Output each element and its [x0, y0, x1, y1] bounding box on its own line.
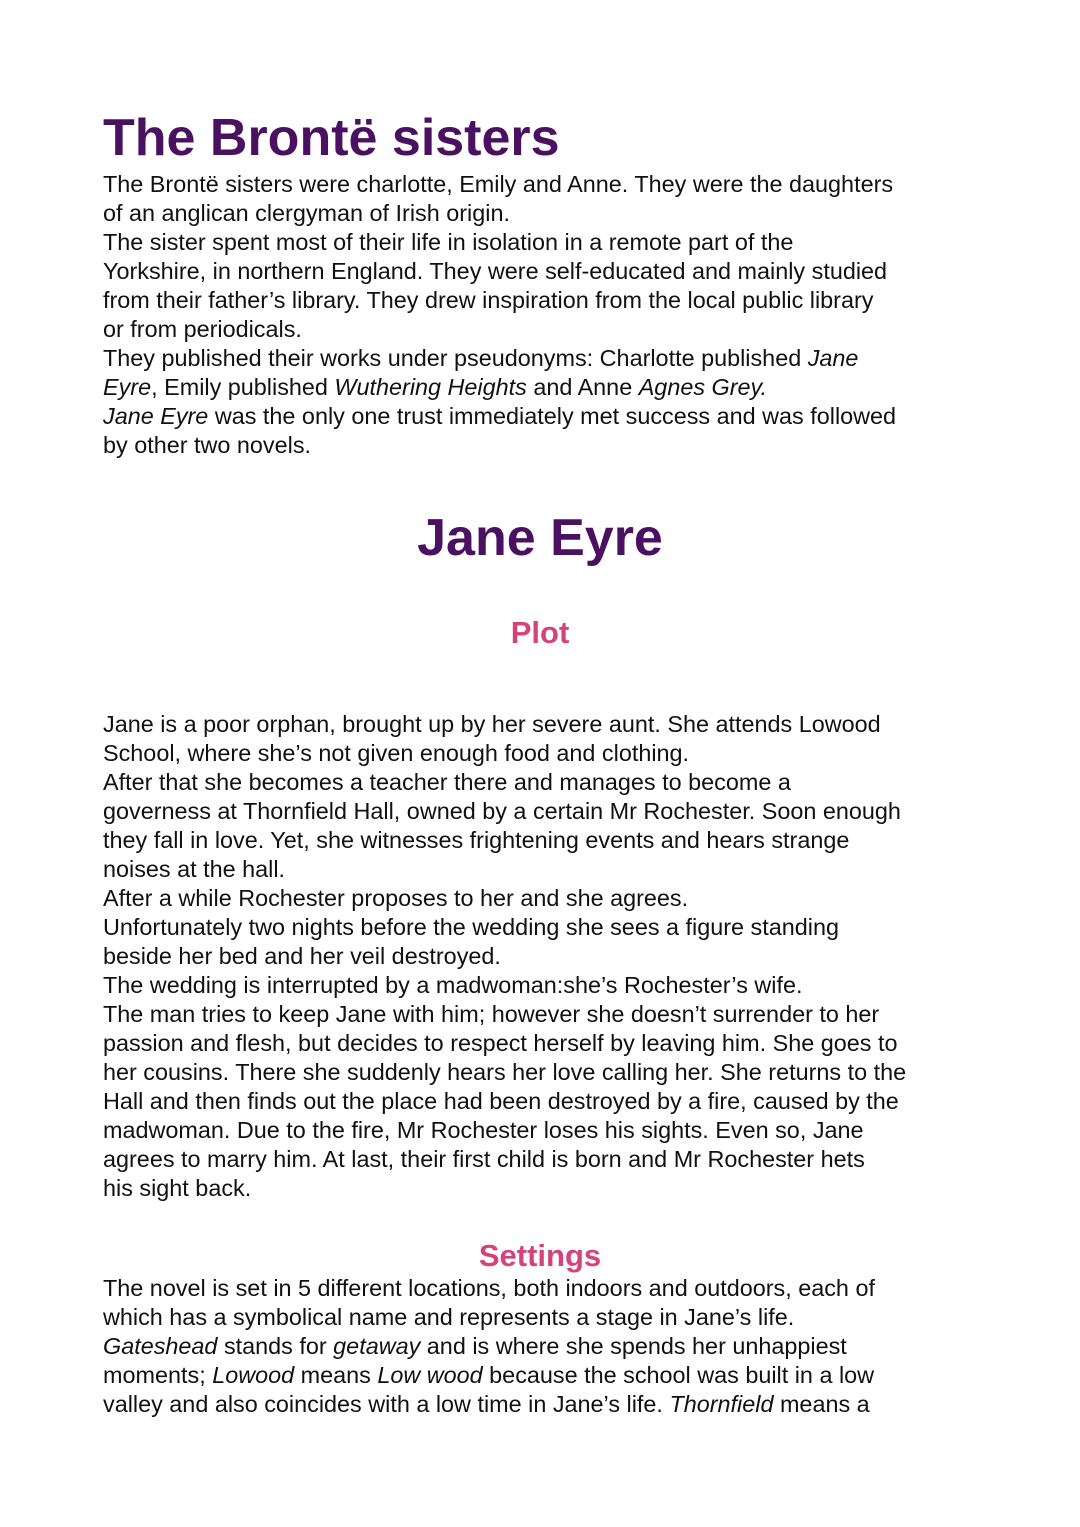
- text-line: [103, 1145, 906, 1174]
- text-segment: School, where she’s not given enough food and clothing.: [103, 740, 690, 766]
- text-segment: means a: [773, 1391, 870, 1417]
- text-segment: After that she becomes a teacher there and manages to become a: [103, 769, 791, 795]
- text-line: [103, 1390, 875, 1419]
- italic-text: Wuthering Heights: [334, 374, 527, 400]
- text-segment: Unfortunately two nights before the wedding she sees a figure standing: [103, 914, 839, 940]
- text-line: [103, 257, 896, 286]
- text-line: [103, 373, 896, 402]
- plot-paragraph: [103, 710, 906, 1203]
- text-segment: or from periodicals.: [103, 316, 302, 342]
- italic-text: Agnes Grey.: [638, 374, 767, 400]
- text-line: [103, 1274, 875, 1303]
- text-segment: from their father’s library. They drew inspiration from the local public library: [103, 287, 874, 313]
- text-segment: , Emily published: [151, 374, 335, 400]
- text-line: [103, 315, 896, 344]
- settings-heading: Settings: [478, 1238, 602, 1273]
- text-segment: The Brontë sisters were charlotte, Emily and Anne. They were the daughters: [103, 171, 894, 197]
- text-line: [103, 431, 896, 460]
- settings-paragraph: [103, 1274, 875, 1419]
- text-segment: noises at the hall.: [103, 856, 286, 882]
- italic-text: Eyre: [103, 374, 152, 400]
- text-segment: After a while Rochester proposes to her and she agrees.: [103, 885, 689, 911]
- text-line: [103, 913, 906, 942]
- text-segment: her cousins. There she suddenly hears her love calling her. She returns to the: [103, 1059, 907, 1085]
- text-segment: stands for: [217, 1333, 334, 1359]
- text-segment: by other two novels.: [103, 432, 312, 458]
- text-segment: passion and flesh, but decides to respect herself by leaving him. She goes to: [103, 1030, 898, 1056]
- text-segment: The wedding is interrupted by a madwoman:she’s Rochester’s wife.: [103, 972, 803, 998]
- text-segment: because the school was built in a low: [482, 1362, 875, 1388]
- text-line: [103, 1087, 906, 1116]
- italic-text: Jane: [807, 345, 859, 371]
- italic-text: Low wood: [377, 1362, 483, 1388]
- text-line: [103, 855, 906, 884]
- text-line: [103, 797, 906, 826]
- text-line: [103, 739, 906, 768]
- text-segment: The sister spent most of their life in isolation in a remote part of the: [103, 229, 794, 255]
- text-line: [103, 1116, 906, 1145]
- text-segment: moments;: [103, 1362, 213, 1388]
- bronte-paragraph: [103, 170, 896, 460]
- text-segment: The man tries to keep Jane with him; however she doesn’t surrender to her: [103, 1001, 880, 1027]
- text-line: [103, 199, 896, 228]
- text-segment: and Anne: [526, 374, 639, 400]
- italic-text: Thornfield: [669, 1391, 774, 1417]
- text-segment: valley and also coincides with a low time in Jane’s life.: [103, 1391, 670, 1417]
- text-segment: Jane is a poor orphan, brought up by her severe aunt. She attends Lowood: [103, 711, 881, 737]
- text-segment: which has a symbolical name and represents a stage in Jane’s life.: [103, 1304, 795, 1330]
- text-line: [103, 1332, 875, 1361]
- text-segment: Yorkshire, in northern England. They were self-educated and mainly studied: [103, 258, 888, 284]
- text-line: [103, 344, 896, 373]
- section-title-jane-eyre: Jane Eyre: [417, 509, 663, 567]
- text-line: [103, 1029, 906, 1058]
- text-segment: means: [294, 1362, 378, 1388]
- italic-text: Gateshead: [103, 1333, 218, 1359]
- text-line: [103, 1361, 875, 1390]
- text-line: [103, 768, 906, 797]
- text-line: [103, 286, 896, 315]
- section-title-bronte-sisters: The Brontë sisters: [103, 109, 560, 167]
- italic-text: Jane Eyre: [103, 403, 209, 429]
- text-segment: They published their works under pseudonyms: Charlotte published: [103, 345, 808, 371]
- text-line: [103, 228, 896, 257]
- text-line: [103, 710, 906, 739]
- text-segment: The novel is set in 5 different locations, both indoors and outdoors, each of: [103, 1275, 875, 1301]
- italic-text: getaway: [333, 1333, 421, 1359]
- text-line: [103, 942, 906, 971]
- text-segment: governess at Thornfield Hall, owned by a certain Mr Rochester. Soon enough: [103, 798, 901, 824]
- text-line: [103, 1058, 906, 1087]
- text-line: [103, 1000, 906, 1029]
- text-segment: and is where she spends her unhappiest: [420, 1333, 847, 1359]
- text-line: [103, 170, 896, 199]
- text-line: [103, 402, 896, 431]
- text-line: [103, 826, 906, 855]
- text-line: [103, 971, 906, 1000]
- italic-text: Lowood: [212, 1362, 295, 1388]
- text-segment: beside her bed and her veil destroyed.: [103, 943, 501, 969]
- text-segment: was the only one trust immediately met success and was followed: [208, 403, 897, 429]
- text-segment: Hall and then finds out the place had been destroyed by a fire, caused by the: [103, 1088, 899, 1114]
- text-segment: madwoman. Due to the fire, Mr Rochester loses his sights. Even so, Jane: [103, 1117, 864, 1143]
- text-segment: agrees to marry him. At last, their first child is born and Mr Rochester hets: [103, 1146, 865, 1172]
- text-segment: his sight back.: [103, 1175, 252, 1201]
- text-segment: they fall in love. Yet, she witnesses frightening events and hears strange: [103, 827, 850, 853]
- text-line: [103, 884, 906, 913]
- plot-heading: Plot: [510, 615, 570, 650]
- text-line: [103, 1303, 875, 1332]
- text-line: [103, 1174, 906, 1203]
- text-segment: of an anglican clergyman of Irish origin.: [103, 200, 510, 226]
